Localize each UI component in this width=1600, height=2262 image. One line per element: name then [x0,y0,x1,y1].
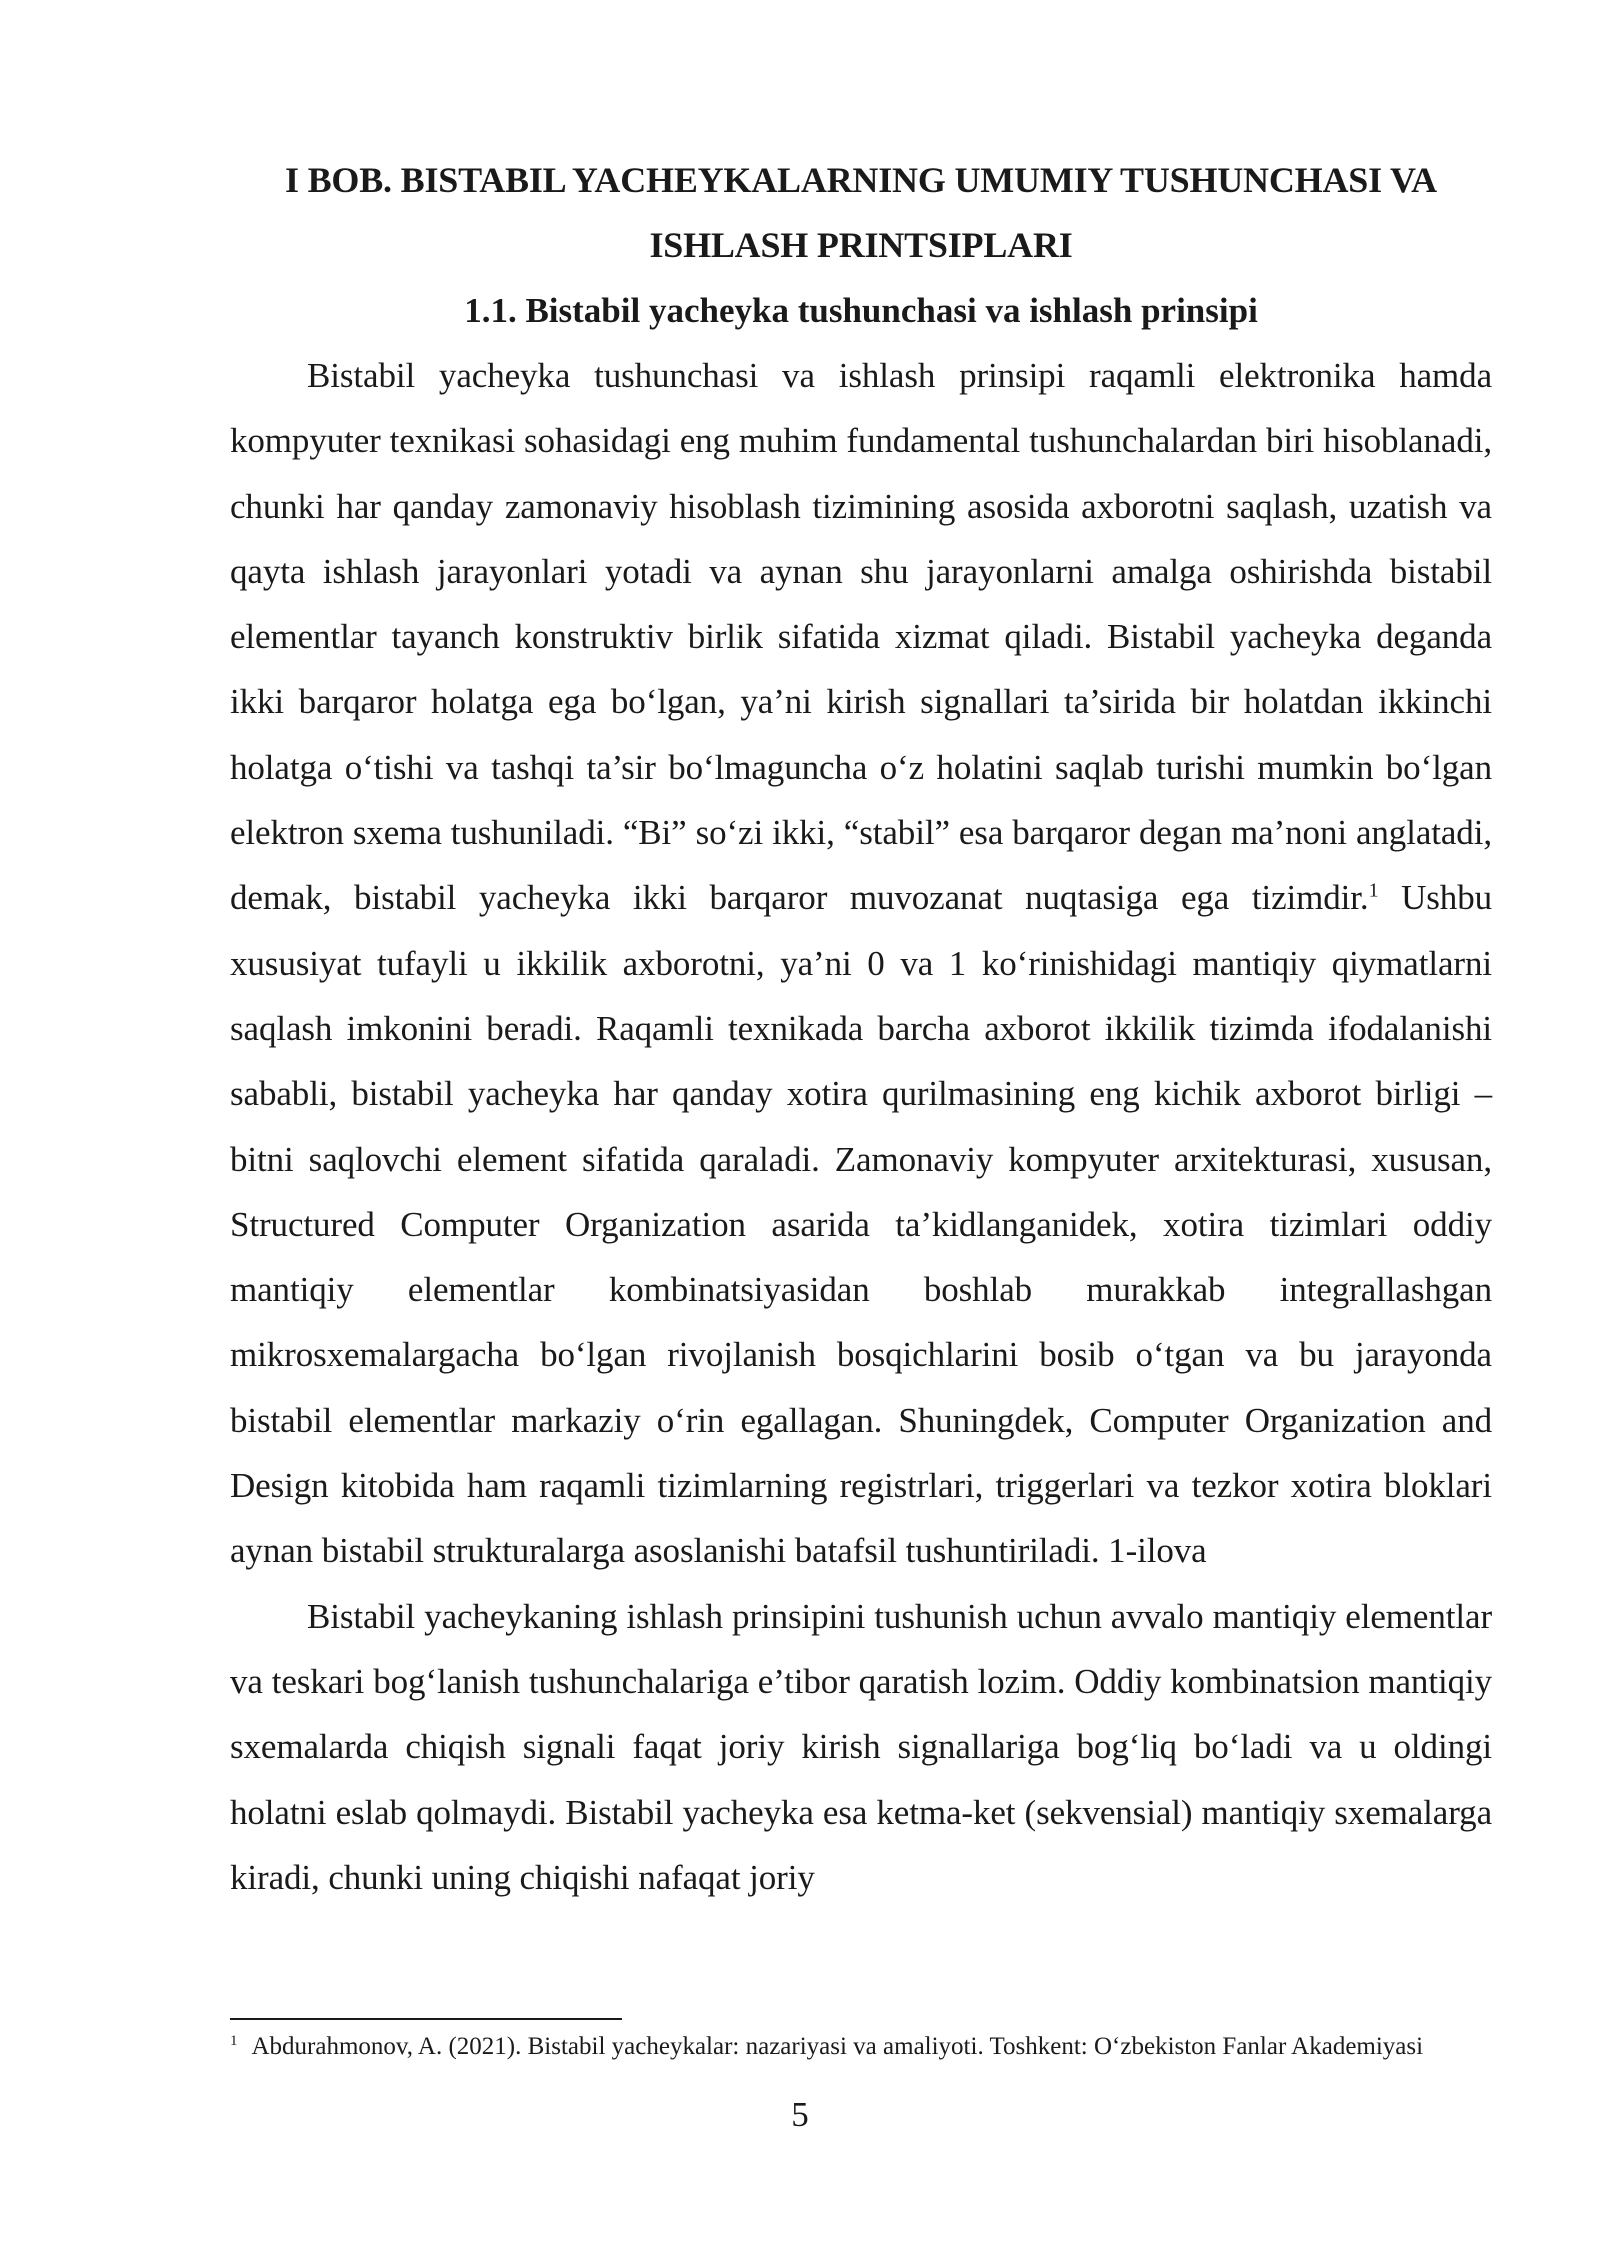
footnote [230,2030,1492,2063]
footnote-reference[interactable]: 1 [1368,879,1379,902]
paragraph-1-text-b: Ushbu xususiyat tufayli u ikkilik axborotni, ya’ni 0 va 1 ko‘rinishidagi mantiqiy qiymatlarni saqlash imkonini beradi. Raqamli texnikada barcha axborot ikkilik tizimda ifodalanishi sababli, bistabil yacheyka har qanday xotira qurilmasining eng kichik axborot birligi – bitni saqlovchi element sifatida qaraladi. Zamonaviy kompyuter arxitekturasi, xususan, Structured Computer Organization asarida ta’kidlanganidek, xotira tizimlari oddiy mantiqiy elementlar kombinatsiyasidan boshlab murakkab integrallashgan mikrosxemalargacha bo‘lgan rivojlanish bosqichlarini bosib o‘tgan va bu jarayonda bistabil elementlar markaziy o‘rin egallagan. Shuningdek, Computer Organization and Design kitobida ham raqamli tizimlarning registrlari, triggerlari va tezkor xotira bloklari aynan bistabil strukturalarga asoslanishi batafsil tushuntiriladi. 1-ilova [230,878,1492,1571]
chapter-title-line-2: ISHLASH PRINTSIPLARI [649,225,1073,265]
footnote-mark: 1 [230,2032,238,2049]
paragraph-1 [230,343,1492,1584]
page-number: 5 [791,2095,809,2134]
paragraph-1-text-a: Bistabil yacheyka tushunchasi va ishlash prinsipi raqamli elektronika hamda kompyuter texnikasi sohasidagi eng muhim fundamental tushunchalardan biri hisoblanadi, chunki har qanday zamonaviy hisoblash tizimining asosida axborotni saqlash, uzatish va qayta ishlash jarayonlari yotadi va aynan shu jarayonlarni amalga oshirishda bistabil elementlar tayanch konstruktiv birlik sifatida xizmat qiladi. Bistabil yacheyka deganda ikki barqaror holatga ega bo‘lgan, ya’ni kirish signallari ta’sirida bir holatdan ikkinchi holatga o‘tishi va tashqi ta’sir bo‘lmaguncha o‘z holatini saqlab turishi mumkin bo‘lgan elektron sxema tushuniladi. “Bi” so‘zi ikki, “stabil” esa barqaror degan ma’noni anglatadi, demak, bistabil yacheyka ikki barqaror muvozanat nuqtasiga ega tizimdir. [230,356,1492,918]
footnote-separator [230,2018,622,2020]
section-title: 1.1. Bistabil yacheyka tushunchasi va ishlash prinsipi [464,291,1258,330]
footnote-text: Abdurahmonov, A. (2021). Bistabil yacheykalar: nazariyasi va amaliyoti. Toshkent: O‘zbekiston Fanlar Akademiyasi [251,2033,1424,2060]
chapter-title [230,148,1492,278]
paragraph-2: Bistabil yacheykaning ishlash prinsipini tushunish uchun avvalo mantiqiy elementlar va teskari bog‘lanish tushunchalariga e’tibor qaratish lozim. Oddiy kombinatsion mantiqiy sxemalarda chiqish signali faqat joriy kirish signallariga bog‘liq bo‘ladi va u oldingi holatni eslab qolmaydi. Bistabil yacheyka esa ketma-ket (sekvensial) mantiqiy sxemalarga kiradi, chunki uning chiqishi nafaqat joriy [230,1596,1492,1897]
chapter-title-line-1: I BOB. BISTABIL YACHEYKALARNING UMUMIY TUSHUNCHASI VA [285,160,1437,200]
page-body [230,148,1492,1910]
